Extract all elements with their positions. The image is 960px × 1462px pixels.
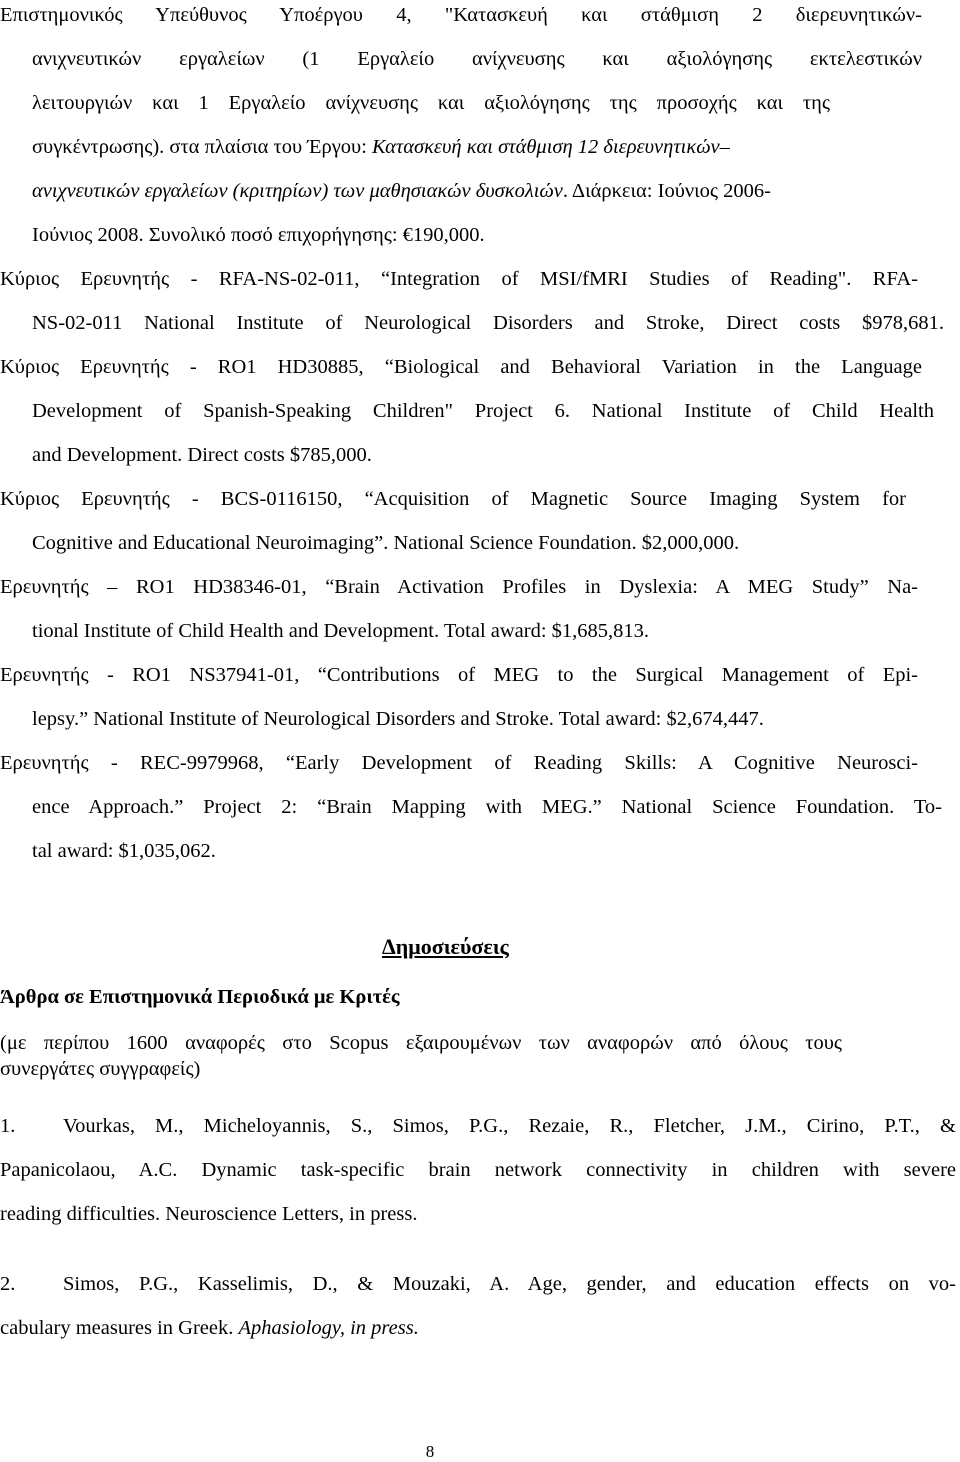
pub-line	[0, 1315, 419, 1341]
body-line: λειτουργιών και 1 Εργαλείο ανίχνευσης και αξιολόγησης της προσοχής και της	[32, 92, 830, 114]
pub-number: 2.	[0, 1273, 16, 1295]
subsection-title: Άρθρα σε Επιστημονικά Περιοδικά με Κριτές	[0, 986, 400, 1008]
body-line: Επιστημονικός Υπεύθυνος Υποέργου 4, "Κατασκευή και στάθμιση 2 διερευνητικών-	[0, 4, 922, 26]
body-text: . Διάρκεια: Ιούνιος 2006-	[562, 180, 771, 202]
project-title: ανιχνευτικών εργαλείων (κριτηρίων) των μαθησιακών δυσκολιών	[32, 180, 563, 202]
body-line: Ιούνιος 2008. Συνολικό ποσό επιχορήγησης: €190,000.	[32, 224, 485, 246]
grant-line: Κύριος Ερευνητής - BCS-0116150, “Acquisition of Magnetic Source Imaging System for	[0, 488, 906, 510]
body-line: ανιχνευτικών εργαλείων (1 Εργαλείο ανίχνευσης και αξιολόγησης εκτελεστικών	[32, 48, 922, 70]
body-line	[32, 134, 730, 160]
grant-line: ence Approach.” Project 2: “Brain Mapping with MEG.” National Science Foundation. To-	[32, 796, 942, 818]
grant-line: and Development. Direct costs $785,000.	[32, 444, 372, 466]
pub-line: Papanicolaou, A.C. Dynamic task-specific brain network connectivity in children with severe	[0, 1159, 956, 1181]
pub-line: reading difficulties. Neuroscience Letters, in press.	[0, 1203, 418, 1225]
grant-line: Κύριος Ερευνητής - RFA-NS-02-011, “Integration of MSI/fMRI Studies of Reading". RFA-	[0, 268, 918, 290]
pub-number: 1.	[0, 1115, 16, 1137]
grant-line: Development of Spanish-Speaking Children" Project 6. National Institute of Child Health	[32, 400, 934, 422]
grant-line: Cognitive and Educational Neuroimaging”. National Science Foundation. $2,000,000.	[32, 532, 740, 554]
pub-line: Vourkas, M., Micheloyannis, S., Simos, P.G., Rezaie, R., Fletcher, J.M., Cirino, P.T., &	[63, 1115, 956, 1137]
section-title: Δημοσιεύσεις	[382, 934, 509, 959]
grant-line: Ερευνητής – RO1 HD38346-01, “Brain Activation Profiles in Dyslexia: A MEG Study” Na-	[0, 576, 918, 598]
grant-line: Ερευνητής - RO1 NS37941-01, “Contributions of MEG to the Surgical Management of Epi-	[0, 664, 918, 686]
grant-line: Ερευνητής - REC-9979968, “Early Development of Reading Skills: A Cognitive Neurosci-	[0, 752, 918, 774]
note-line: (με περίπου 1600 αναφορές στο Scopus εξαιρουμένων των αναφορών από όλους τους	[0, 1032, 842, 1054]
grant-line: tional Institute of Child Health and Development. Total award: $1,685,813.	[32, 620, 650, 642]
grant-line: lepsy.” National Institute of Neurological Disorders and Stroke. Total award: $2,674,447.	[32, 708, 764, 730]
pub-text: cabulary measures in Greek.	[0, 1317, 239, 1339]
body-line	[32, 178, 771, 204]
grant-line: NS-02-011 National Institute of Neurological Disorders and Stroke, Direct costs $978,681.	[32, 312, 944, 334]
grant-line: Κύριος Ερευνητής - RO1 HD30885, “Biological and Behavioral Variation in the Language	[0, 356, 922, 378]
journal-name: Aphasiology, in press.	[238, 1317, 419, 1339]
page-number: 8	[425, 1442, 435, 1461]
body-text: συγκέντρωσης). στα πλαίσια του Έργου:	[32, 136, 373, 158]
note-line: συνεργάτες συγγραφείς)	[0, 1058, 201, 1080]
grant-line: tal award: $1,035,062.	[32, 840, 216, 862]
pub-line: Simos, P.G., Kasselimis, D., & Mouzaki, A. Age, gender, and education effects on vo-	[63, 1273, 956, 1295]
project-title: Κατασκευή και στάθμιση 12 διερευνητικών–	[372, 136, 730, 158]
